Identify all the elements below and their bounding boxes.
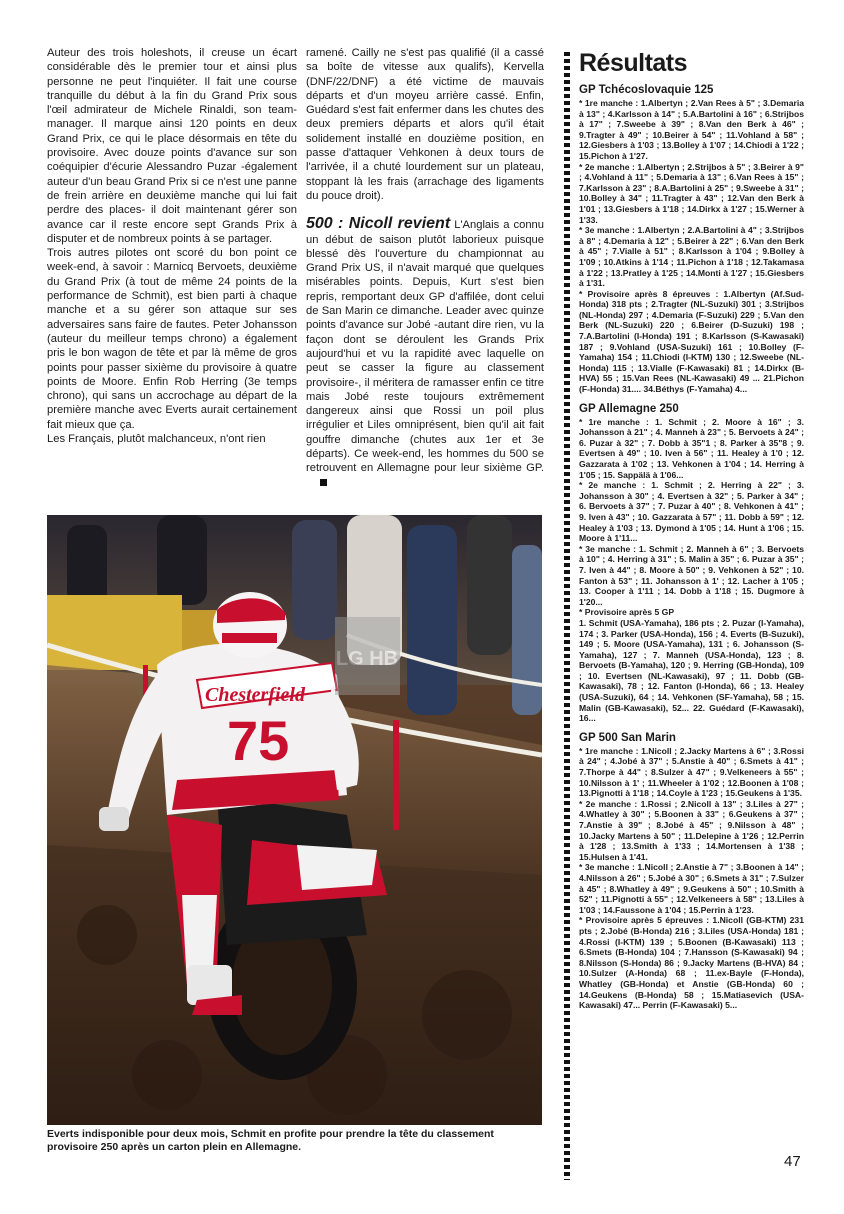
results-entry: * 2e manche : 1. Schmit ; 2. Herring à 22" ; 3. Johansson à 30" ; 4. Evertsen à 32" ; 5. Parker à 34" ; 6. Bervoets à 37" ; 7. Puzar à 40" ; 8. Vehkonen à 41" ; 9. Iven à 43" ; 10. Gazzarata à 57" ; 11. Dobb à 59" ; 12. Healey à 1'03 ; 13. Dymond à 1'05 ; 14. Hunt à 1'06 ; 15. Moore à 1'11... [579,480,804,544]
results-section-heading: GP Tchécoslovaquie 125 [579,84,714,96]
results-section [579,731,804,1011]
article-column-left [47,46,297,446]
article-text: L'Anglais a connu un début de saison plutôt laborieux puisque blessé dès l'ouverture du championnat au Grand Prix US, il n'avait marqué que quelques misérables points. Depuis, Kurt s'est bien repris, remportant deux GP d'affilée, dont celui de San Marin ce dimanche. Leader avec quinze points d'avance sur Jobé -autant dire rien, vu la façon dont se déroulent les Grands Prix aujourd'hui et vu la rapidité avec laquelle on peut se casser la figure au classement provisoire-, il méritera de ramasser enfin ce titre mais Jobé reste toujours extrêmement dangereux ainsi que Rossi un poil plus irrégulier et Liles omniprésent, bien qu'il ait fait gouffre dimanche (chutes aux 1er et 3e départs). Ce week-end, les hommes du 500 se retrouvent en Allemagne pour leur sixième GP. [306,219,544,475]
results-entry: * Provisoire après 8 épreuves : 1.Albertyn (Af.Sud-Honda) 318 pts ; 2.Tragter (NL-Suzuki) 301 ; 3.Strijbos (NL-Honda) 297 ; 4.Demaria (F-Suzuki) 229 ; 5.Van den Berk (NL-Suzuki) 220 ; 6.Beirer (D-Suzuki) 198 ; 7.A.Bartolini (I-Honda) 191 ; 8.Karlsson (S-Kawasaki) 187 ; 9.Vohland (USA-Suzuki) 161 ; 10.Bolley (F-Yamaha) 154 ; 11.Chiodi (I-KTM) 130 ; 12.Sweebe (NL-Honda) 115 ; 13.Vialle (F-Kawasaki) 81 ; 14.Dirkx (B-HVA) 55 ; 15.Van Rees (NL-Kawasaki) 49 ... 21.Pichon (F-Honda) 31.... 34.Béthys (F-Yamaha) 4... [579,288,804,395]
results-entry: * 3e manche : 1.Albertyn ; 2.A.Bartolini à 4" ; 3.Strijbos à 8" ; 4.Demaria à 12" ; 5.Beirer à 22" ; 6.Van den Berk à 45" ; 7.Vialle à 51" ; 8.Karlsson à 1'04 ; 9.Bolley à 1'09 ; 10.Atkins à 1'14 ; 11.Pichon à 1'18 ; 12.Takamasa à 1'22 ; 13.Pratley à 1'25 ; 14.Monti à 1'27 ; 15.Giesbers à 1'31. [579,225,804,289]
page-number: 47 [784,1153,801,1170]
motocross-illustration [47,515,542,1125]
barrier [47,595,182,670]
results-section [579,83,804,395]
results-entry: * 2e manche : 1.Albertyn ; 2.Strijbos à 5" ; 3.Beirer à 9" ; 4.Vohland à 11" ; 5.Demaria à 13" ; 6.Van Rees à 15" ; 7.Karlsson à 23" ; 8.A.Bartolini à 25" ; 9.Sweebe à 31" ; 10.Bolley à 34" ; 11.Tragter à 43" ; 12.Van den Berk à 1'01 ; 13.Giesbers à 1'18 ; 14.Dirkx à 1'27 ; 15.Werner à 1'33. [579,161,804,225]
results-entry: 1. Schmit (USA-Yamaha), 186 pts ; 2. Puzar (I-Yamaha), 174 ; 3. Parker (USA-Honda), 156 ; 4. Everts (B-Suzuki), 149 ; 5. Moore (USA-Yamaha), 131 ; 6. Johansson (S-Yamaha), 127 ; 7. Manneh (USA-Honda), 123 ; 8. Bervoets (B-Yamaha), 120 ; 9. Herring (GB-Honda), 109 ; 10. Evertsen (NL-Kawasaki), 97 ; 11. Dobb (GB-Kawasaki), 78 ; 12. Fanton (I-Honda), 66 ; 13. Healey (USA-Suzuki), 64 ; 14. Vehkonen (SF-Yamaha), 58 ; 15. Malin (GB-Kawasaki), 52... 22. Guédard (F-Kawasaki), 16... [579,617,804,724]
photo-caption: Everts indisponible pour deux mois, Schmit en profite pour prendre la tête du classement provisoire 250 après un carton plein en Allemagne. [47,1128,494,1153]
results-section [579,402,804,724]
results-entry: * Provisoire après 5 épreuves : 1.Nicoll (GB-KTM) 231 pts ; 2.Jobé (B-Honda) 216 ; 3.Liles (USA-Honda) 181 ; 4.Rossi (I-KTM) 139 ; 5.Boonen (B-Kawasaki) 113 ; 6.Smets (B-Honda) 104 ; 7.Hansson (S-Kawasaki) 94 ; 8.Nilsson (S-Honda) 86 ; 9.Jacky Martens (B-HVA) 84 ; 10.Sulzer (A-Honda) 68 ; 11.ex-Bayle (F-Honda), Whatley (GB-Honda) et Anstie (GB-Honda) 60 ; 14.Geukens (B-Honda) 58 ; 15.Matiasevich (USA-Kawasaki) 47... Perrin (F-Kawasaki) 5... [579,915,804,1011]
results-entry: * 3e manche : 1. Schmit ; 2. Manneh à 6" ; 3. Bervoets à 10" ; 4. Herring à 31" ; 5. Malin à 35" ; 6. Puzar à 35" ; 7. Iven à 44" ; 8. Moore à 50" ; 9. Vehkonen à 52" ; 10. Fanton à 53" ; 11. Johansson à 1' ; 12. Lacher à 1'05 ; 13. Cooper à 1'11 ; 14. Dobb à 1'18 ; 15. Dugmore à 1'20... [579,543,804,607]
results-entry: * 1re manche : 1.Nicoll ; 2.Jacky Martens à 6" ; 3.Rossi à 24" ; 4.Jobé à 37" ; 5.Anstie à 40" ; 6.Smets à 41" ; 7.Thorpe à 44" ; 8.Sulzer à 47" ; 9.Velkeneers à 55" ; 10.Nilsson à 1' ; 11.Wheeler à 1'02 ; 12.Boonen à 1'08 ; 13.Pignotti à 1'18 ; 14.Coyle à 1'23 ; 15.Geukens à 1'35. [579,745,804,799]
sponsor-text: Chesterfield [205,684,305,706]
results-title: Résultats [579,49,688,77]
results-entry: * 1re manche : 1. Schmit ; 2. Moore à 16" ; 3. Johansson à 21" ; 4. Manneh à 23" ; 5. Bervoets à 24" ; 6. Puzar à 32" ; 7. Dobb à 35"1 ; 8. Parker à 35"8 ; 9. Evertsen à 49" ; 10. Iven à 56" ; 11. Healey à 1'0 ; 12. Gazzarata à 1'02 ; 13. Vehkonen à 1'04 ; 14. Herring à 1'05 ; 15. Sappälä à 1'06... [579,416,804,480]
results-entry: * 2e manche : 1.Rossi ; 2.Nicoll à 13" ; 3.Liles à 27" ; 4.Whatley à 30" ; 5.Boonen à 33" ; 6.Geukens à 37" ; 7.Anstie à 39" ; 8.Jobé à 45" ; 9.Nilsson à 48" ; 10.Jacky Martens à 50" ; 11.Delepine à 1'26 ; 12.Perrin à 1'28 ; 13.Smith à 1'33 ; 14.Mortensen à 1'38 ; 15.Hulsen à 1'41. [579,798,804,862]
results-entry: * 1re manche : 1.Albertyn ; 2.Van Rees à 5" ; 3.Demaria à 13" ; 4.Karlsson à 14" ; 5.A.Bartolini à 16" ; 6.Strijbos à 17" ; 7.Sweebe à 39" ; 8.Van den Berk à 46" ; 9.Tragter à 49" ; 10.Beirer à 54" ; 11.Vohland à 58" ; 12.Giesbers à 1'03 ; 13.Bolley à 1'07 ; 14.Chiodi à 1'22 ; 15.Pichon à 1'27. [579,98,804,161]
article-paragraph: Trois autres pilotes ont scoré du bon point ce week-end, à savoir : Marnicq Bervoets, deuxième du Grand Prix (à tout de même 24 points de la performance de Schmit), est bien parti à chaque manche et a su gérer son attaque sur ses adversaires sans faire de fautes. Peter Johansson (auteur du meilleur temps chrono) a également pris le bon wagon de tête et par là même de gros points pour passer sixième du provisoire à quatre points de Moore. Enfin Rob Herring (3e temps chrono), qui sans un accrochage au départ de la première manche avec Everts aurait certainement fait mieux que ça. [47,247,297,431]
article-paragraph: ramené. Cailly ne s'est pas qualifié (il a cassé sa boîte de vitesse aux qualifs), Kervella (DNF/22/DNF) a été victime de mauvais départs et d'un moyeu arrière cassé. Enfin, Guédard s'est fait enfermer dans les chutes des deux premiers départs et alors qu'il était solidement installé en douzième position, en passe d'attaquer Vehkonen à deux tours de l'arrivée, il a chuté lourdement sur un plateau, stoppant là les frais (arrachage des ligaments du pouce droit). [306,47,544,202]
watermark-text: LG HB [335,648,399,670]
results-section-heading: GP 500 San Marin [579,731,676,744]
article-paragraph: Les Français, plutôt malchanceux, n'ont rien [47,433,266,446]
results-column [579,47,804,1018]
section-headline: 500 : Nicoll revient [306,215,451,233]
article-paragraph: Auteur des trois holeshots, il creuse un écart considérable dès le premier tour et ainsi plus personne ne peut l'inquiéter. Il fait une course tranquille du début à la fin du Grand Prix sous l'œil admirateur de Michele Rinaldi, son team-manager. Il marque ainsi 120 points en deux Grand Prix, ce qui le place désormais en tête du provisoire. Avec douze points d'avance sur son coéquipier d'écurie Alessandro Puzar -également auteur d'un beau Grand Prix si ce n'est une panne de frein arrière en deuxième manche qui lui fait perdre des places- il doit maintenant gérer son avance car il reste encore sept Grands Prix à disputer et de nombreux points à se partager. [47,47,297,245]
results-section-heading: GP Allemagne 250 [579,402,679,415]
column-divider [564,52,570,1180]
results-entry: * Provisoire après 5 GP [579,607,675,618]
watermark-logo [335,617,400,695]
results-entry: * 3e manche : 1.Nicoll ; 2.Anstie à 7" ; 3.Boonen à 14" ; 4.Nilsson à 26" ; 5.Jobé à 30" ; 6.Smets à 31" ; 7.Sulzer à 45" ; 8.Whatley à 49" ; 9.Geukens à 50" ; 10.Smith à 52" ; 11.Pignotti à 55" ; 12.Velkeneers à 58" ; 13.Liles à 1'03 ; 14.Faussone à 1'04 ; 15.Perrin à 1'23. [579,862,804,915]
bib-number: 75 [227,709,290,772]
end-of-article-mark [320,479,327,486]
article-paragraph-500 [306,217,544,490]
motocross-photo [47,515,542,1125]
article-column-middle [306,46,544,490]
